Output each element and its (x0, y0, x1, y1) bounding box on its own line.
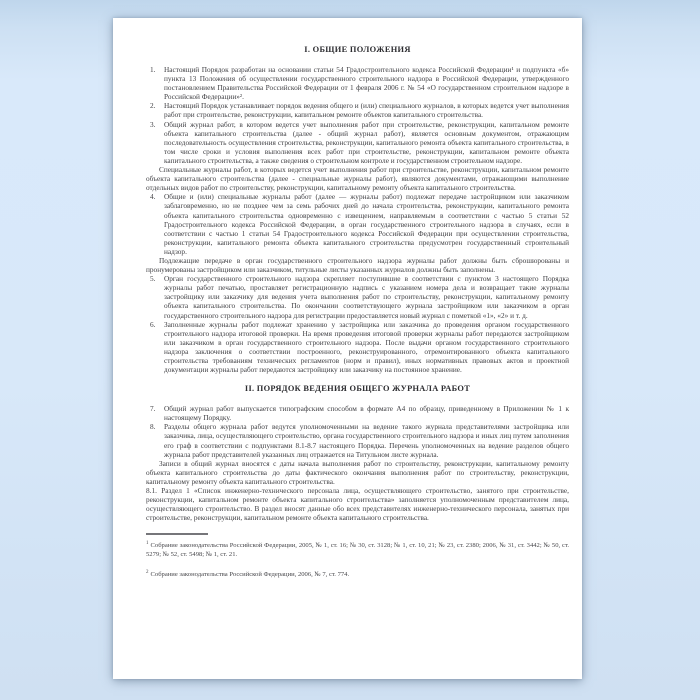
section-1-title: I. ОБЩИЕ ПОЛОЖЕНИЯ (304, 45, 411, 54)
list-item-8 (146, 422, 569, 458)
item-number: 3. (150, 119, 156, 129)
footnote-text: Собрание законодательства Российской Федерации, 2006, № 7, ст. 774. (150, 570, 350, 578)
paragraph-text: Орган государственного строительного надзора скрепляет поступившие в соответствии с пунктом 3 настоящего Порядка журналы работ печатью, проставляет регистрационную надпись с указанием номера дела и возвращает такие журналы застройщику или заказчику для ведения учета выполнения работ по строительству, реконструкции, капитальному ремонту объекта капитального строительства. По окончании соответствующего журнала застройщиком или заказчиком в орган государственного строительного надзора для регистрации предоставляется новый журнал с пометкой «1», «2» и т. д. (164, 274, 569, 320)
list-item-5 (146, 274, 569, 319)
footnote-2 (146, 569, 569, 580)
list-item-1 (146, 65, 569, 101)
list-item-3 (146, 120, 569, 165)
item-number: 1. (150, 65, 156, 74)
footnote-separator (146, 533, 208, 535)
item-number: 8. (150, 422, 156, 432)
paragraph: Записи в общий журнал вносятся с даты начала выполнения работ по строительству, реконструкции, капитальному ремонту объекта капитального строительства до даты фактического окончания выполнения работ по строительству, реконструкции, капитальному ремонту объекта капитального строительства. (146, 458, 569, 486)
item-number: 5. (150, 274, 156, 284)
paragraph: Подлежащие передаче в орган государственного строительного надзора журналы работ должны быть сброшюрованы и пронумерованы застройщиком или заказчиком, титульные листы указанных журналов должны быть заполнены. (146, 255, 569, 275)
item-number: 7. (150, 404, 156, 414)
footnote-text: Собрание законодательства Российской Федерации, 2005, № 1, ст. 16; № 30, ст. 3128; № 1, ст. 10, 21; № 23, ст. 2380; 2006, № 31, ст. 3442; № 50, ст. 5279; № 52, ст. 5498; № 1, ст. 21. (146, 542, 569, 559)
list-item-7 (146, 404, 569, 422)
footnote-marker: 1 (146, 541, 149, 547)
paragraph-text: Настоящий Порядок устанавливает порядок ведения общего и (или) специального журналов, в которых ведется учет выполнения работ при строительстве, реконструкции, капитальном ремонте объектов капитального строительства. (164, 101, 569, 120)
list-item-6 (146, 320, 569, 375)
item-number: 6. (150, 319, 156, 329)
paragraph-text: Заполненные журналы работ подлежат хранению у застройщика или заказчика до проведения органом государственного строительного надзора итоговой проверки. На время проведения итоговой проверки журналы работ передаются застройщиком или заказчиком в орган государственного строительного надзора. После выдачи органом государственного строительного надзора заключения о соответствии построенного, реконструированного, отремонтированного объекта капитального строительства требованиям технических регламентов (норм и правил), иных нормативных правовых актов и проектной документации журналы работ передаются застройщику или заказчику на постоянное хранение. (164, 319, 569, 375)
paragraph-text: Разделы общего журнала работ ведутся уполномоченными на ведение такого журнала представителями застройщика или заказчика, лица, осуществляющего строительство, органа государственного строительного надзора и иных лиц путем заполнения его граф в соответствии с подпунктами 8.1-8.7 настоящего Порядка. Перечень уполномоченных на ведение разделов общего журнала работ представителей указанных лиц отражается на Титульном листе журнала. (164, 422, 569, 459)
footnote-marker: 2 (146, 569, 149, 575)
paragraph-text: Общие и (или) специальные журналы работ (далее — журналы работ) подлежат передаче застройщиком или заказчиком заблаговременно, но не позднее чем за семь рабочих дней до начала строительства, реконструкции, капитального ремонта объекта капитального строительства одновременно с извещением, направляемым в соответствии с частью 5 статьи 52 Градостроительного кодекса Российской Федерации, в орган государственного строительного надзора в случаях, если в соответствии с частью 1 статьи 54 Градостроительного кодекса Российской Федерации при осуществлении строительства, реконструкции, капитального ремонта объекта капитального строительства предусмотрен государственный строительный надзор. (164, 192, 569, 256)
footnote-1 (146, 540, 569, 559)
list-item-4 (146, 192, 569, 256)
paragraph-text: Общий журнал работ выпускается типографским способом в формате А4 по образцу, приведенному в Приложении № 1 к настоящему Порядку. (164, 404, 569, 423)
paragraph-text: Общий журнал работ, в котором ведется учет выполнения работ при строительстве, реконструкции, капитальном ремонте объекта капитального строительства (далее - общий журнал работ), является основным документом, отражающим последовательность осуществления строительства, реконструкции, капитального ремонта объекта капитального строительства, в том числе сроки и условия выполнения всех работ при строительстве, реконструкции, капитальном ремонте объекта капитального строительства, а также сведения о строительном контроле и государственном строительном надзоре. (164, 119, 569, 165)
item-number: 4. (150, 192, 156, 202)
list-item-2 (146, 101, 569, 119)
paragraph: Специальные журналы работ, в которых ведется учет выполнения работ при строительстве, реконструкции, капитальном ремонте объекта капитального строительства (далее - специальные журналы работ), являются документами, отражающими выполнение отдельных видов работ по строительству, реконструкции, капитальному ремонту объекта капитального строительства. (146, 165, 569, 193)
section-2-title: II. ПОРЯДОК ВЕДЕНИЯ ОБЩЕГО ЖУРНАЛА РАБОТ (244, 384, 471, 394)
sub-item-8-1: 8.1. Раздел 1 «Список инженерно-технического персонала лица, осуществляющего строительство, занятого при строительстве, реконструкции, капитальном ремонте объекта капитального строительства» заполняется уполномоченным представителем лица, осуществляющего строительство. В раздел вносят данные обо всех представителях инженерно-технического персонала, занятых при строительстве, реконструкции, капитальном ремонте объекта капитального строительства. (146, 486, 569, 523)
document-content (146, 45, 569, 580)
document-page (113, 18, 582, 679)
item-number: 2. (150, 101, 156, 111)
paragraph-text: Настоящий Порядок разработан на основании статьи 54 Градостроительного кодекса Российской Федерации¹ и подпункта «б» пункта 13 Положения об осуществлении государственного строительного надзора в Российской Федерации, утвержденного постановлением Правительства Российской Федерации от 1 февраля 2006 г. № 54 «О государственном строительном надзоре в Российской Федерации»². (164, 65, 569, 102)
